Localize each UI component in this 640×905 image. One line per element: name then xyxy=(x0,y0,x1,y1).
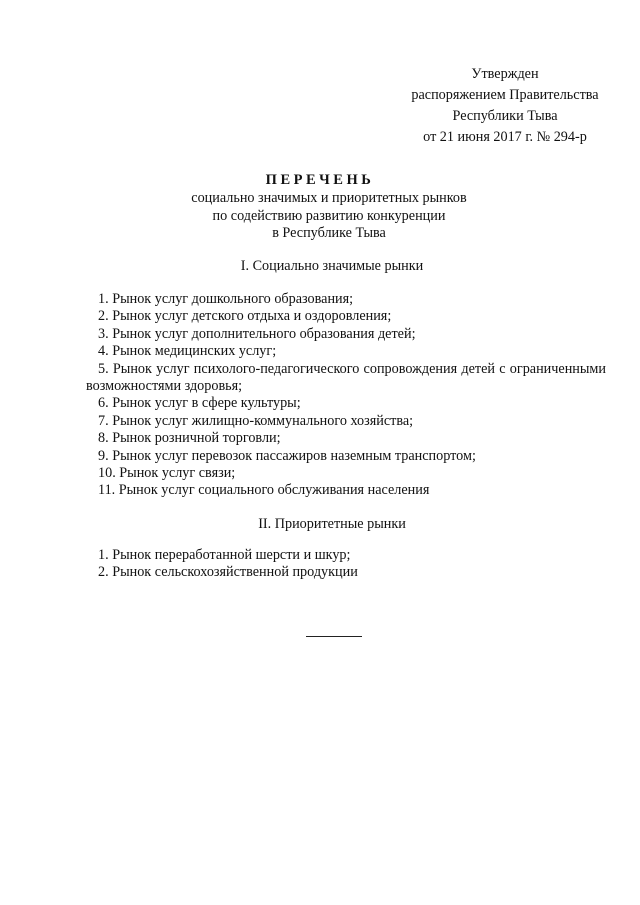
list-item: 11. Рынок услуг социального обслуживания населения xyxy=(98,482,430,499)
list-item: 3. Рынок услуг дополнительного образования детей; xyxy=(98,325,416,342)
document-heading xyxy=(0,170,640,243)
list-item: 8. Рынок розничной торговли; xyxy=(98,430,281,447)
approval-line-date: от 21 июня 2017 г. № 294-р xyxy=(423,129,587,145)
list-item: 7. Рынок услуг жилищно-коммунального хозяйства; xyxy=(98,412,414,429)
section-2-list xyxy=(86,547,606,582)
document-subtitle-line-2: по содействию развитию конкуренции xyxy=(212,207,446,224)
list-item: 9. Рынок услуг перевозок пассажиров наземным транспортом; xyxy=(98,447,476,464)
approval-line-republic: Республики Тыва xyxy=(452,108,558,124)
document-subtitle-line-1: социально значимых и приоритетных рынков xyxy=(191,190,467,206)
list-item: 6. Рынок услуг в сфере культуры; xyxy=(98,395,301,412)
list-item: 2. Рынок сельскохозяйственной продукции xyxy=(98,564,358,581)
list-item: 1. Рынок услуг дошкольного образования; xyxy=(98,291,354,307)
list-item: 10. Рынок услуг связи; xyxy=(98,465,236,482)
approval-line-order: распоряжением Правительства xyxy=(411,87,599,103)
list-item: 4. Рынок медицинских услуг; xyxy=(98,343,277,360)
section-1-title: I. Социально значимые рынки xyxy=(240,258,424,274)
document-title: ПЕРЕЧЕНЬ xyxy=(265,172,375,188)
section-2-title: II. Приоритетные рынки xyxy=(258,516,406,532)
list-item: 5. Рынок услуг психолого-педагогического сопровождения детей с ограниченными возможностями здоровья; xyxy=(86,360,606,395)
section-1-list xyxy=(86,291,606,500)
approval-line-approved: Утвержден xyxy=(471,66,539,82)
approval-stamp xyxy=(388,64,622,148)
list-item: 1. Рынок переработанной шерсти и шкур; xyxy=(98,547,351,563)
end-divider xyxy=(306,636,362,637)
list-item: 2. Рынок услуг детского отдыха и оздоровления; xyxy=(98,308,392,325)
document-subtitle-line-3: в Республике Тыва xyxy=(272,225,386,241)
